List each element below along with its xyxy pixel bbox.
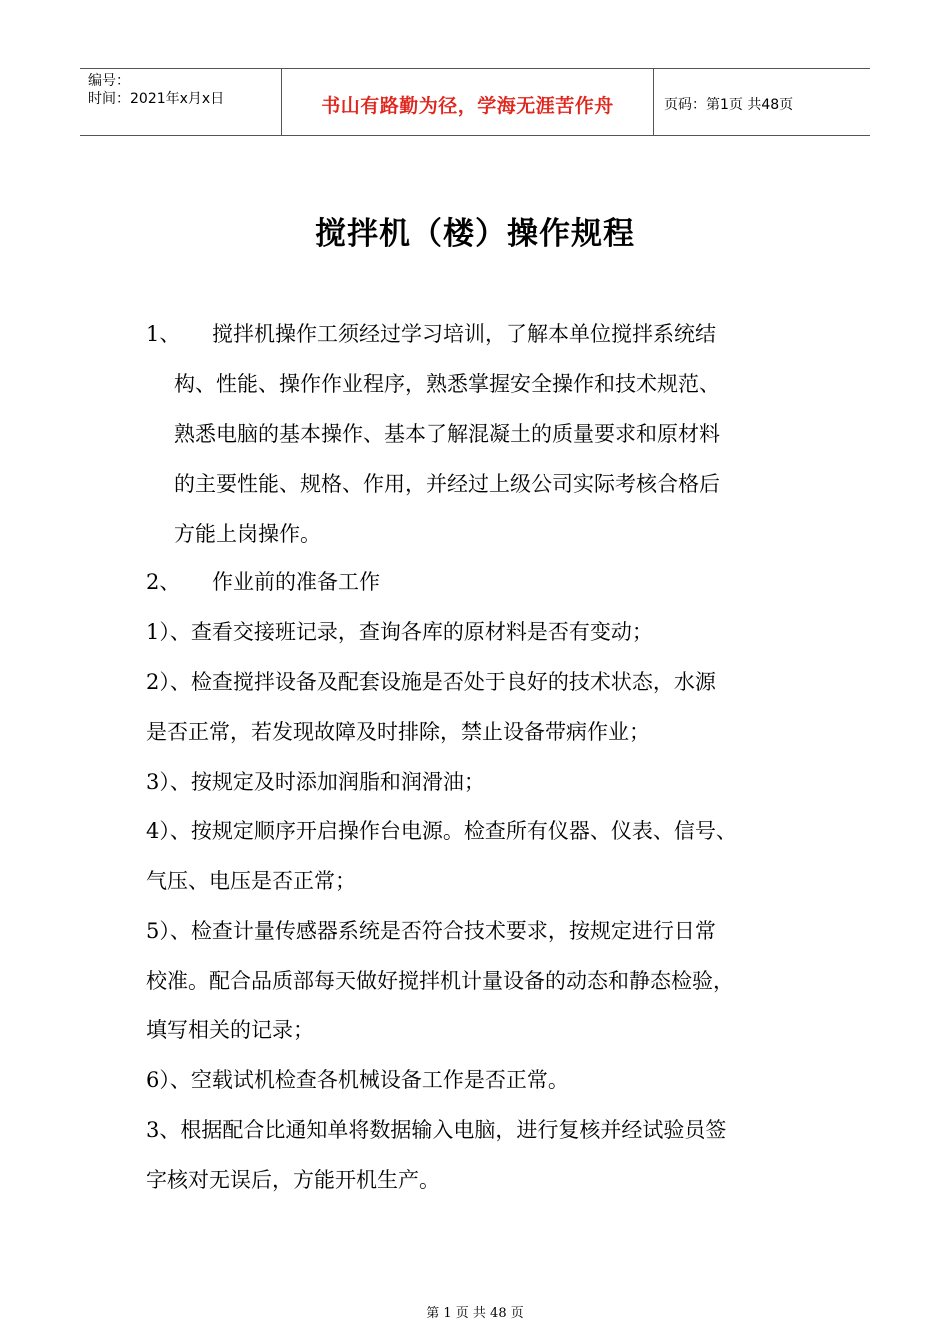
header-page-info: 页码：第1页 共48页 xyxy=(664,97,794,113)
document-time-label: 时间：2021年x月x日 xyxy=(88,91,225,107)
sub-item-1: 1）、查看交接班记录，查询各库的原材料是否有变动； xyxy=(146,620,653,644)
sub-item-2-line-2: 是否正常，若发现故障及时排除，禁止设备带病作业； xyxy=(146,720,650,744)
document-title: 搅拌机（楼）操作规程 xyxy=(315,216,635,252)
header-motto: 书山有路勤为径，学海无涯苦作舟 xyxy=(321,94,614,117)
document-number-label: 编号： xyxy=(88,73,130,89)
sub-item-3: 3）、按规定及时添加润脂和润滑油； xyxy=(146,770,485,794)
item-1-line-5: 方能上岗操作。 xyxy=(174,522,321,546)
item-1-line-2: 构、性能、操作作业程序，熟悉掌握安全操作和技术规范、 xyxy=(174,372,720,396)
sub-item-5-line-3: 填写相关的记录； xyxy=(146,1018,314,1042)
item-1-number: 1、 xyxy=(146,322,181,346)
item-3-line-1: 3、根据配合比通知单将数据输入电脑，进行复核并经试验员签 xyxy=(146,1118,727,1142)
header-meta-cell xyxy=(80,69,282,135)
sub-item-4-line-1: 4）、按规定顺序开启操作台电源。检查所有仪器、仪表、信号、 xyxy=(146,819,737,843)
item-3-line-2: 字核对无误后，方能开机生产。 xyxy=(146,1168,440,1192)
sub-item-5-line-2: 校准。配合品质部每天做好搅拌机计量设备的动态和静态检验， xyxy=(146,969,734,993)
page-footer: 第 1 页 共 48 页 xyxy=(426,1306,524,1321)
sub-item-4-line-2: 气压、电压是否正常； xyxy=(146,869,356,893)
header-table xyxy=(80,68,870,136)
sub-item-6: 6）、空载试机检查各机械设备工作是否正常。 xyxy=(146,1068,569,1092)
header-page-cell xyxy=(654,69,870,135)
item-1-line-1: 搅拌机操作工须经过学习培训，了解本单位搅拌系统结 xyxy=(212,322,716,346)
item-1-line-3: 熟悉电脑的基本操作、基本了解混凝土的质量要求和原材料 xyxy=(174,422,720,446)
header-motto-cell xyxy=(282,69,654,135)
item-1-line-4: 的主要性能、规格、作用，并经过上级公司实际考核合格后 xyxy=(174,472,720,496)
item-2-number: 2、 xyxy=(146,570,181,594)
sub-item-2-line-1: 2）、检查搅拌设备及配套设施是否处于良好的技术状态，水源 xyxy=(146,670,716,694)
sub-item-5-line-1: 5）、检查计量传感器系统是否符合技术要求，按规定进行日常 xyxy=(146,919,716,943)
item-2-text: 作业前的准备工作 xyxy=(212,570,380,594)
